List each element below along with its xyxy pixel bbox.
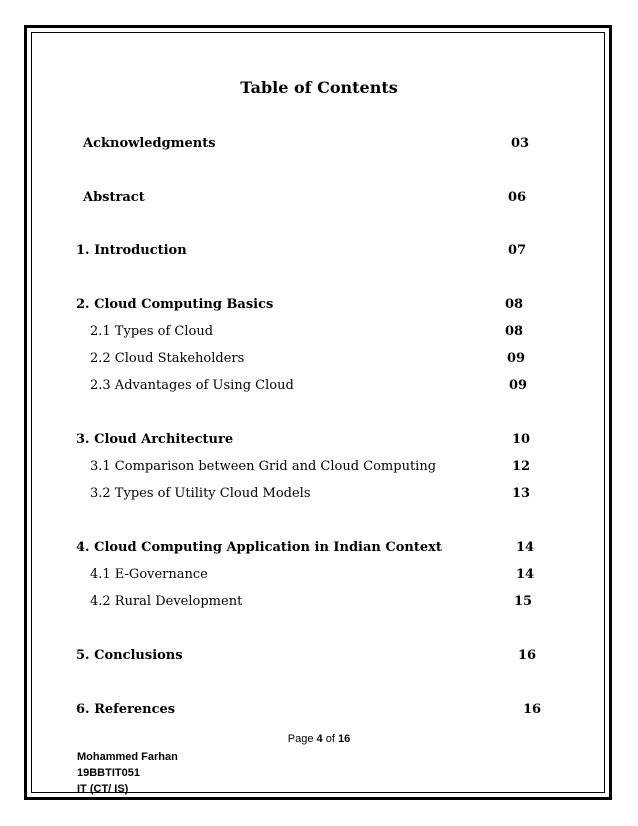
toc-entry-types-of-cloud: 2.1 Types of Cloud [90,324,214,339]
footer-author-name: Mohammed Farhan [77,751,178,763]
toc-entry-introduction: 1. Introduction [76,243,187,258]
toc-entry-e-governance: 4.1 E-Governance [90,567,208,582]
toc-title: Table of Contents [240,78,398,97]
footer-page-prefix: Page [287,733,314,745]
toc-page-conclusions: 16 [518,648,537,663]
toc-entry-rural-development: 4.2 Rural Development [90,594,243,609]
toc-page-introduction: 07 [508,243,527,258]
toc-page-abstract: 06 [508,190,527,205]
footer-page-number [0,733,638,745]
toc-page-acknowledgments: 03 [511,136,530,151]
toc-entry-cloud-computing-basics: 2. Cloud Computing Basics [76,297,274,312]
toc-page-utility-cloud-models: 13 [512,486,531,501]
toc-entry-acknowledgments: Acknowledgments [83,136,216,151]
toc-entry-cloud-architecture: 3. Cloud Architecture [76,432,234,447]
footer-author-dept: IT (CT/ IS) [77,783,129,795]
toc-entry-utility-cloud-models: 3.2 Types of Utility Cloud Models [90,486,311,501]
toc-entry-grid-vs-cloud: 3.1 Comparison between Grid and Cloud Computing [90,459,437,474]
toc-entry-abstract: Abstract [83,190,145,205]
toc-entry-indian-context: 4. Cloud Computing Application in Indian Context [76,540,442,555]
toc-page-types-of-cloud: 08 [505,324,524,339]
toc-entry-references: 6. References [76,702,176,717]
toc-entry-advantages-of-using-cloud: 2.3 Advantages of Using Cloud [90,378,294,393]
toc-page-cloud-computing-basics: 08 [505,297,524,312]
toc-page-advantages-of-using-cloud: 09 [509,378,528,393]
toc-page-grid-vs-cloud: 12 [512,459,531,474]
toc-page-cloud-stakeholders: 09 [507,351,526,366]
toc-page-references: 16 [523,702,542,717]
toc-entry-cloud-stakeholders: 2.2 Cloud Stakeholders [90,351,245,366]
footer-page-of: of [325,733,335,745]
toc-entry-conclusions: 5. Conclusions [76,648,183,663]
toc-page-e-governance: 14 [516,567,535,582]
toc-page-indian-context: 14 [516,540,535,555]
footer-page-current: 4 [316,733,323,745]
toc-page-cloud-architecture: 10 [512,432,531,447]
toc-page-rural-development: 15 [514,594,533,609]
footer-page-total: 16 [337,733,351,745]
footer-author-id: 19BBTIT051 [77,767,140,779]
